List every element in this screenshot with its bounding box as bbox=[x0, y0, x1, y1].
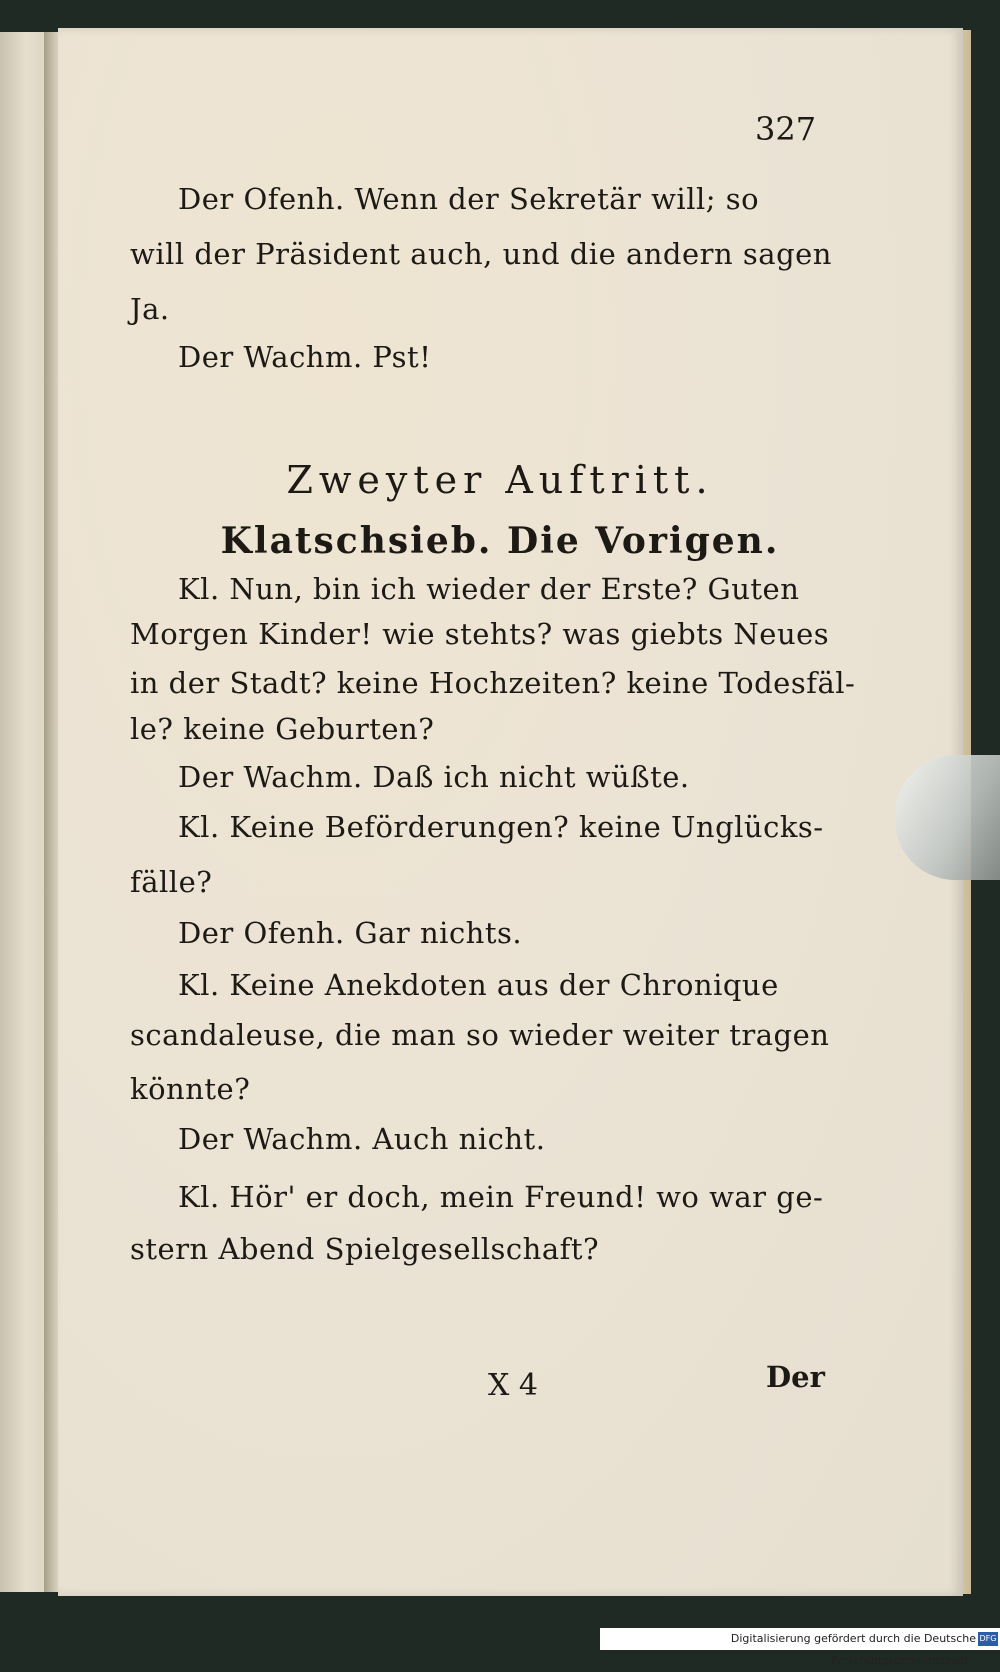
text-line: le? keine Geburten? bbox=[130, 712, 435, 746]
text-line: in der Stadt? keine Hochzeiten? keine Todesfäl- bbox=[130, 666, 856, 700]
catchword: Der bbox=[766, 1360, 825, 1394]
text-line: stern Abend Spielgesellschaft? bbox=[130, 1232, 600, 1266]
signature-mark: X 4 bbox=[488, 1368, 538, 1403]
text-line: Der Wachm. Auch nicht. bbox=[178, 1122, 546, 1156]
page-clip bbox=[895, 755, 1000, 880]
text-line: Morgen Kinder! wie stehts? was giebts Neues bbox=[130, 617, 830, 651]
text-line: Kl. Keine Beförderungen? keine Unglücks- bbox=[178, 810, 824, 844]
page-number: 327 bbox=[755, 110, 817, 148]
text-line: Der Ofenh. Wenn der Sekretär will; so bbox=[178, 182, 760, 216]
text-line: Kl. Keine Anekdoten aus der Chronique bbox=[178, 968, 779, 1002]
dfg-logo: DFG bbox=[978, 1632, 998, 1646]
text-line: Der Wachm. Daß ich nicht wüßte. bbox=[178, 760, 690, 794]
text-line: Der Ofenh. Gar nichts. bbox=[178, 916, 523, 950]
text-line: Kl. Nun, bin ich wieder der Erste? Guten bbox=[178, 572, 800, 606]
footer-text: Digitalisierung gefördert durch die Deutsche Forschungsgemeinschaft - bbox=[730, 1632, 976, 1667]
text-line: fälle? bbox=[130, 865, 213, 899]
scene-characters: Klatschsieb. Die Vorigen. bbox=[220, 520, 780, 562]
text-line: will der Präsident auch, und die andern sagen bbox=[130, 237, 832, 271]
scene-title: Zweyter Auftritt. bbox=[286, 458, 714, 502]
text-line: könnte? bbox=[130, 1072, 251, 1106]
text-line: Ja. bbox=[130, 292, 170, 326]
text-line: Der Wachm. Pst! bbox=[178, 340, 432, 374]
digitization-footer bbox=[600, 1628, 1000, 1667]
text-line: Kl. Hör' er doch, mein Freund! wo war ge- bbox=[178, 1180, 824, 1214]
text-line: scandaleuse, die man so wieder weiter tragen bbox=[130, 1018, 830, 1052]
book-gutter bbox=[44, 32, 58, 1592]
